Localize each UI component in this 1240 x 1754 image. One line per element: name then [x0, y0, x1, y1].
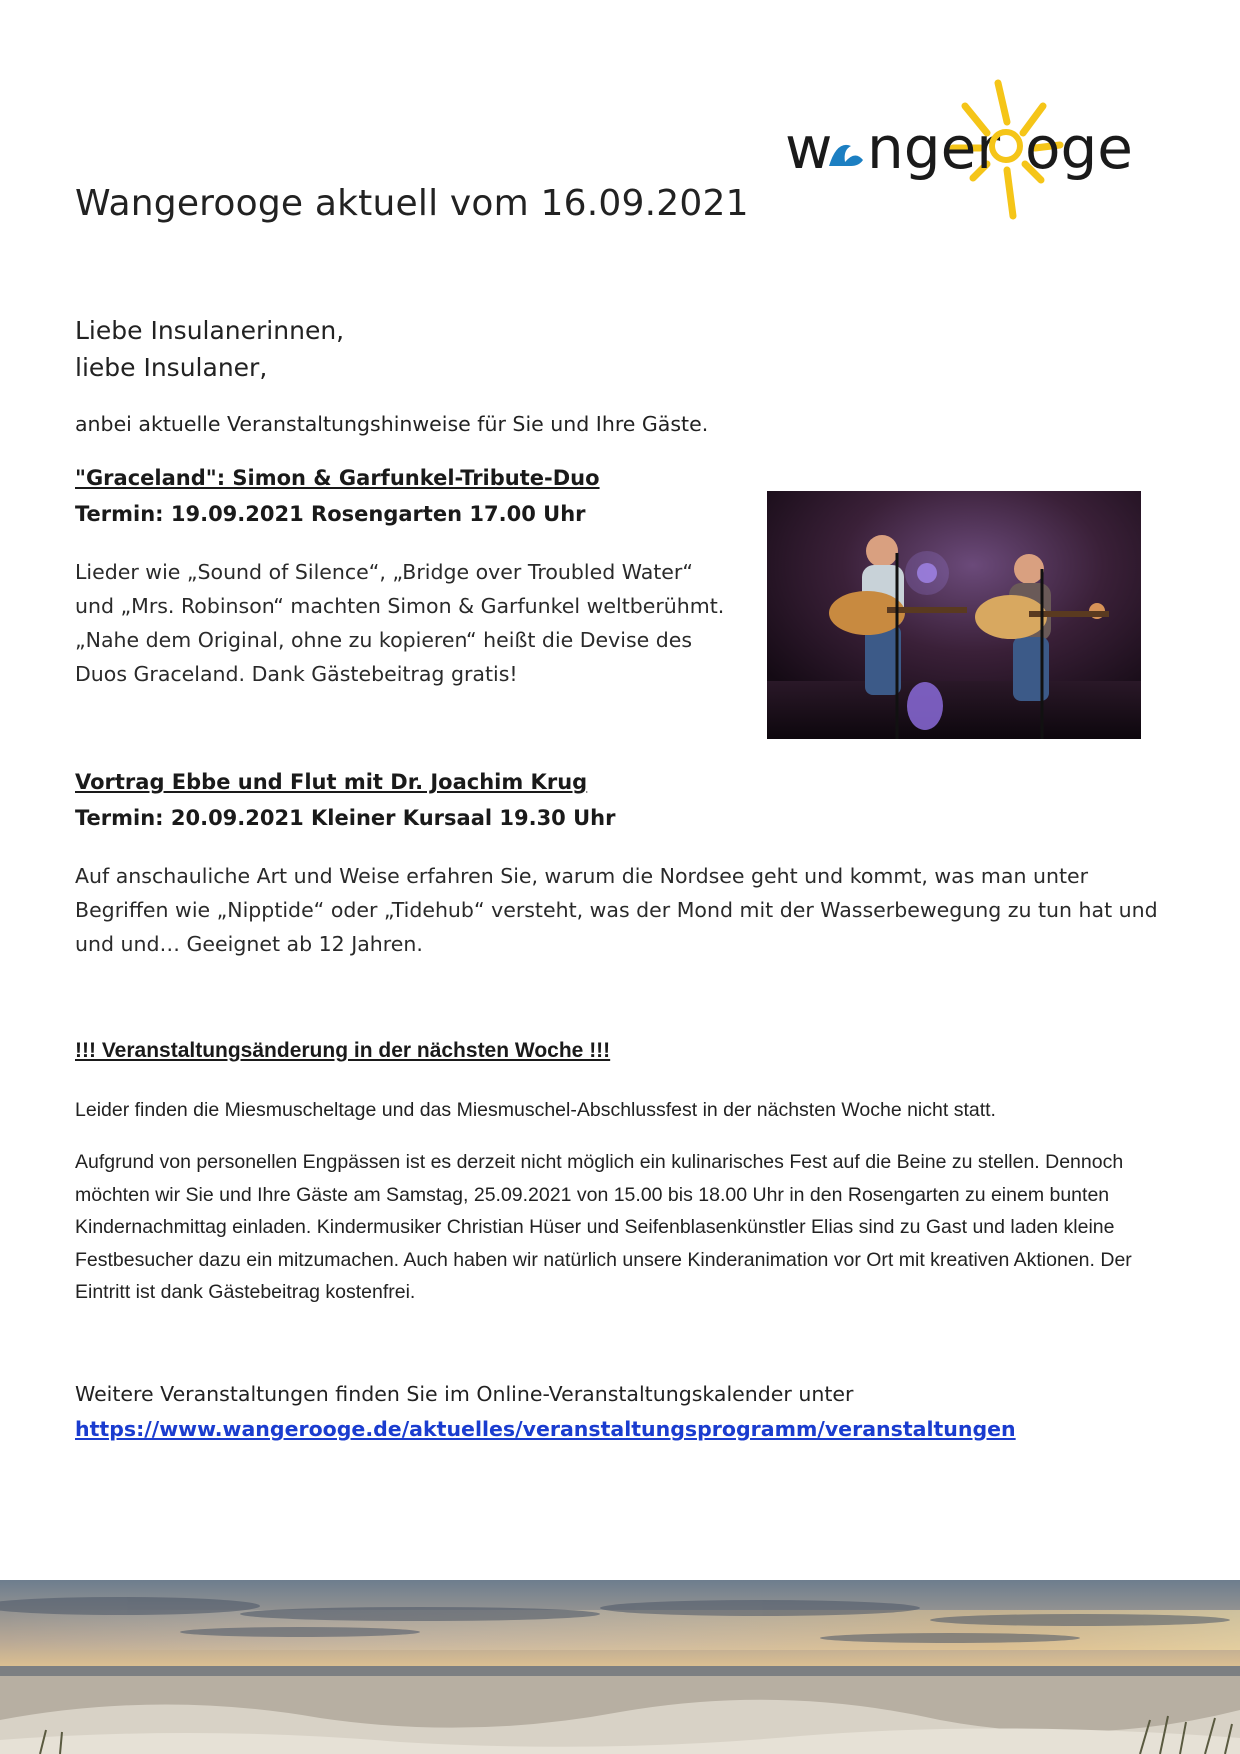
change-paragraph-2: Aufgrund von personellen Engpässen ist es derzeit nicht möglich ein kulinarisches Fest auf die Beine zu stellen. Dennoch möchten wir Sie und Ihre Gäste am Samstag, 25.09.2021 von 15.00 bis 18.00 Uhr in den Rosengarten zu einem bunten Kindernachmittag einladen. Kindermusiker Christian Hüser und Seifenblasenkünstler Elias sind zu Gast und laden kleine Festbesucher dazu ein mitzumachen. Auch haben wir natürlich unsere Kinderanimation vor Ort mit kreativen Aktionen. Der Eintritt ist dank Gästebeitrag kostenfrei.	[75, 1151, 1132, 1303]
logo-graphic	[785, 78, 1135, 228]
change-paragraph-1: Leider finden die Miesmuscheltage und das Miesmuschel-Abschlussfest in der nächsten Woche nicht statt.	[75, 1099, 996, 1121]
event2-description: Auf anschauliche Art und Weise erfahren Sie, warum die Nordsee geht und kommt, was man unter Begriffen wie „Nipptide“ oder „Tidehub“ versteht, was der Mond mit der Wasserbewegung zu tun hat und und und… Geeignet ab 12 Jahren.	[75, 864, 1158, 956]
event2-date: Termin: 20.09.2021 Kleiner Kursaal 19.30 Uhr	[75, 806, 616, 830]
event1-description: Lieder wie „Sound of Silence“, „Bridge over Troubled Water“ und „Mrs. Robinson“ machten Simon & Garfunkel weltberühmt. „Nahe dem Original, ohne zu kopieren“ heißt die Devise des Duos Graceland. Dank Gästebeitrag gratis!	[75, 560, 725, 686]
wangerooge-logo	[785, 78, 1135, 228]
logo-text-left: w	[785, 114, 833, 182]
event1-heading: "Graceland": Simon & Garfunkel-Tribute-Duo	[75, 466, 600, 490]
logo-text-middle: nger	[867, 114, 1001, 182]
beach-banner-image	[0, 1580, 1240, 1754]
more-events-text: Weitere Veranstaltungen finden Sie im Online-Veranstaltungskalender unter	[75, 1382, 854, 1406]
event1-date: Termin: 19.09.2021 Rosengarten 17.00 Uhr	[75, 502, 586, 526]
event2-heading: Vortrag Ebbe und Flut mit Dr. Joachim Krug	[75, 770, 588, 794]
beach-banner-graphic	[0, 1580, 1240, 1754]
logo-text-right: oge	[1025, 114, 1133, 182]
salutation	[75, 312, 344, 386]
concert-photo	[767, 491, 1141, 739]
salutation-line-2: liebe Insulaner,	[75, 353, 268, 382]
salutation-line-1: Liebe Insulanerinnen,	[75, 316, 345, 345]
concert-photo-graphic	[767, 491, 1141, 739]
page-title: Wangerooge aktuell vom 16.09.2021	[75, 183, 749, 224]
event-calendar-link[interactable]: https://www.wangerooge.de/aktuelles/veranstaltungsprogramm/veranstaltungen	[75, 1417, 1016, 1441]
change-heading: !!! Veranstaltungsänderung in der nächsten Woche !!!	[75, 1039, 611, 1062]
intro-text: anbei aktuelle Veranstaltungshinweise für Sie und Ihre Gäste.	[75, 412, 709, 436]
wave-icon	[829, 145, 863, 166]
